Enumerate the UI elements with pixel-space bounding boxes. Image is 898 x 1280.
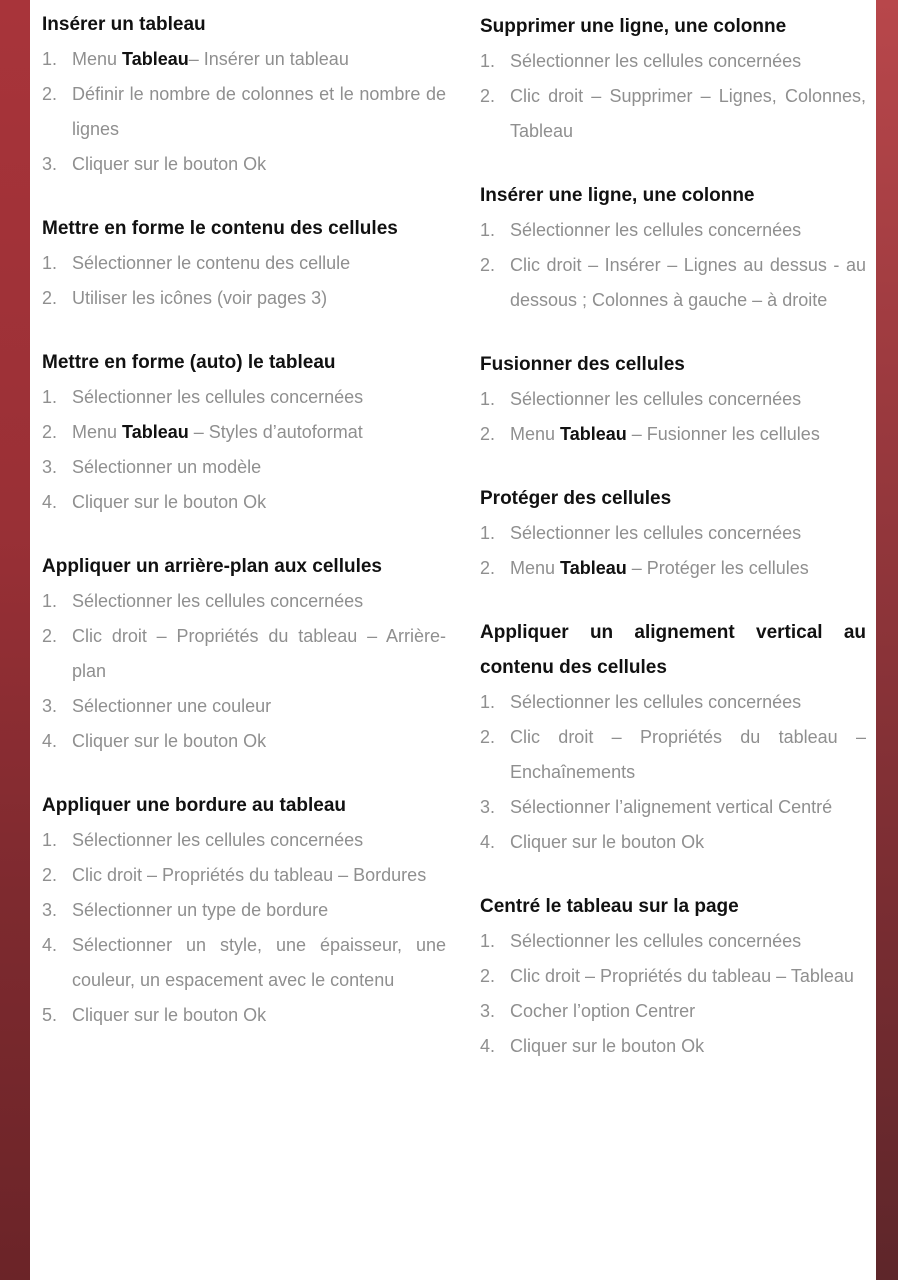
step-number: 1. xyxy=(480,51,496,71)
step-number: 4. xyxy=(42,492,58,512)
step-number: 4. xyxy=(480,832,496,852)
section-heading: Supprimer une ligne, une colonne xyxy=(480,16,787,37)
step-text: Sélectionner les cellules concernées xyxy=(510,931,802,951)
section-gap xyxy=(42,520,446,549)
step-text: Sélectionner l’alignement vertical Centré xyxy=(510,797,833,817)
step-item xyxy=(42,246,446,281)
section-gap xyxy=(480,452,866,481)
section-gap xyxy=(480,149,866,178)
step-item xyxy=(480,1029,866,1064)
steps-list xyxy=(480,685,866,860)
step-text: – Fusionner les cellules xyxy=(626,424,820,444)
right-column xyxy=(480,9,866,1064)
step-text: Sélectionner un style, une épaisseur, une couleur, un espacement avec le contenu xyxy=(72,935,446,990)
step-text: Cliquer sur le bouton Ok xyxy=(72,731,267,751)
section-heading: Mettre en forme (auto) le tableau xyxy=(42,352,336,373)
section-heading: Fusionner des cellules xyxy=(480,354,685,375)
step-number: 3. xyxy=(42,457,58,477)
step-number: 2. xyxy=(42,288,58,308)
step-item xyxy=(480,685,866,720)
step-number: 3. xyxy=(480,797,496,817)
section-gap xyxy=(480,586,866,615)
step-text: Sélectionner le contenu des cellule xyxy=(72,253,351,273)
steps-list xyxy=(42,246,446,316)
step-text: – Protéger les cellules xyxy=(626,558,809,578)
step-item xyxy=(42,281,446,316)
section-heading: Mettre en forme le contenu des cellules xyxy=(42,218,398,239)
step-text: Utiliser les icônes (voir pages 3) xyxy=(72,288,328,308)
step-text: Clic droit – Propriétés du tableau – Arrière-plan xyxy=(72,626,446,681)
left-column xyxy=(42,7,446,1033)
step-text: Cliquer sur le bouton Ok xyxy=(72,154,267,174)
section-gap xyxy=(42,182,446,211)
step-number: 1. xyxy=(480,931,496,951)
section-gap xyxy=(480,860,866,889)
step-item xyxy=(42,42,446,77)
menu-name: Tableau xyxy=(122,422,189,442)
step-number: 1. xyxy=(480,220,496,240)
step-number: 2. xyxy=(480,558,496,578)
step-item xyxy=(42,893,446,928)
step-number: 4. xyxy=(42,731,58,751)
step-text: Menu xyxy=(72,422,123,442)
step-text: Cocher l’option Centrer xyxy=(510,1001,696,1021)
step-item xyxy=(42,858,446,893)
step-text: Sélectionner les cellules concernées xyxy=(72,591,364,611)
step-item xyxy=(480,994,866,1029)
menu-name: Tableau xyxy=(122,49,189,69)
step-text: Clic droit – Propriétés du tableau – Bordures xyxy=(72,865,427,885)
step-text: Clic droit – Supprimer – Lignes, Colonnes, Tableau xyxy=(510,86,866,141)
section-heading: Appliquer une bordure au tableau xyxy=(42,795,347,816)
step-text: Sélectionner les cellules concernées xyxy=(72,830,364,850)
step-number: 3. xyxy=(42,154,58,174)
step-number: 1. xyxy=(42,830,58,850)
step-number: 4. xyxy=(480,1036,496,1056)
step-item xyxy=(480,551,866,586)
step-text: Sélectionner une couleur xyxy=(72,696,272,716)
section-appliquer-un-alignement-vertical-au-cont xyxy=(480,615,866,860)
steps-list xyxy=(480,213,866,318)
step-item xyxy=(42,928,446,998)
section-centre-le-tableau-sur-la-page xyxy=(480,889,866,1064)
step-text: Définir le nombre de colonnes et le nombre de lignes xyxy=(72,84,446,139)
step-item xyxy=(42,415,446,450)
step-item xyxy=(42,998,446,1033)
step-item xyxy=(480,516,866,551)
section-gap xyxy=(480,318,866,347)
step-item xyxy=(42,485,446,520)
step-item xyxy=(480,720,866,790)
step-item xyxy=(42,689,446,724)
step-text: Cliquer sur le bouton Ok xyxy=(510,832,705,852)
step-number: 1. xyxy=(42,591,58,611)
steps-list xyxy=(480,44,866,149)
section-appliquer-une-bordure-au-tableau xyxy=(42,788,446,1033)
section-mettre-en-forme-le-contenu-des-cellules xyxy=(42,211,446,316)
step-number: 3. xyxy=(42,696,58,716)
step-text: – Insérer un tableau xyxy=(188,49,349,69)
steps-list xyxy=(42,42,446,182)
section-heading: Appliquer un arrière-plan aux cellules xyxy=(42,556,382,577)
step-number: 1. xyxy=(480,523,496,543)
step-item xyxy=(480,213,866,248)
step-item xyxy=(42,450,446,485)
step-text: Clic droit – Propriétés du tableau – Tableau xyxy=(510,966,854,986)
step-number: 2. xyxy=(42,84,58,104)
step-text: Sélectionner les cellules concernées xyxy=(510,220,802,240)
section-heading: Insérer un tableau xyxy=(42,14,206,35)
steps-list xyxy=(42,823,446,1033)
menu-name: Tableau xyxy=(560,558,627,578)
step-text: – Styles d’autoformat xyxy=(188,422,363,442)
steps-list xyxy=(42,584,446,759)
step-number: 4. xyxy=(42,935,58,955)
menu-name: Tableau xyxy=(560,424,627,444)
steps-list xyxy=(42,380,446,520)
step-item xyxy=(480,79,866,149)
left-background xyxy=(0,0,30,1280)
step-number: 2. xyxy=(42,422,58,442)
step-item xyxy=(480,417,866,452)
step-item xyxy=(42,584,446,619)
step-number: 5. xyxy=(42,1005,58,1025)
step-number: 2. xyxy=(42,865,58,885)
step-item xyxy=(42,380,446,415)
step-item xyxy=(480,959,866,994)
steps-list xyxy=(480,516,866,586)
step-number: 3. xyxy=(42,900,58,920)
step-number: 1. xyxy=(42,387,58,407)
section-supprimer-une-ligne-une-colonne xyxy=(480,9,866,149)
step-number: 3. xyxy=(480,1001,496,1021)
step-item xyxy=(480,44,866,79)
step-number: 2. xyxy=(480,424,496,444)
step-text: Cliquer sur le bouton Ok xyxy=(72,1005,267,1025)
step-text: Sélectionner les cellules concernées xyxy=(510,51,802,71)
step-item xyxy=(42,77,446,147)
section-inserer-une-ligne-une-colonne xyxy=(480,178,866,318)
step-text: Cliquer sur le bouton Ok xyxy=(510,1036,705,1056)
step-item xyxy=(480,248,866,318)
step-item xyxy=(480,924,866,959)
step-number: 2. xyxy=(42,626,58,646)
step-text: Clic droit – Insérer – Lignes au dessus - au dessous ; Colonnes à gauche – à droite xyxy=(510,255,866,310)
steps-list xyxy=(480,924,866,1064)
step-number: 1. xyxy=(42,253,58,273)
document-page xyxy=(30,0,876,1280)
step-number: 1. xyxy=(480,692,496,712)
section-fusionner-des-cellules xyxy=(480,347,866,452)
step-text: Menu xyxy=(510,424,561,444)
step-text: Menu xyxy=(72,49,123,69)
section-appliquer-un-arriere-plan-aux-cellules xyxy=(42,549,446,759)
step-number: 1. xyxy=(42,49,58,69)
step-item xyxy=(42,724,446,759)
right-background xyxy=(876,0,898,1280)
section-heading: Centré le tableau sur la page xyxy=(480,896,739,917)
step-text: Sélectionner un modèle xyxy=(72,457,262,477)
section-inserer-un-tableau xyxy=(42,7,446,182)
step-number: 1. xyxy=(480,389,496,409)
step-item xyxy=(42,147,446,182)
section-heading: Protéger des cellules xyxy=(480,488,672,509)
step-text: Sélectionner les cellules concernées xyxy=(72,387,364,407)
step-item xyxy=(42,619,446,689)
step-text: Sélectionner les cellules concernées xyxy=(510,523,802,543)
step-number: 2. xyxy=(480,966,496,986)
step-text: Sélectionner les cellules concernées xyxy=(510,389,802,409)
step-text: Sélectionner les cellules concernées xyxy=(510,692,802,712)
section-proteger-des-cellules xyxy=(480,481,866,586)
section-gap xyxy=(42,316,446,345)
section-heading: Insérer une ligne, une colonne xyxy=(480,185,755,206)
step-item xyxy=(480,382,866,417)
step-number: 2. xyxy=(480,86,496,106)
step-text: Menu xyxy=(510,558,561,578)
step-text: Sélectionner un type de bordure xyxy=(72,900,329,920)
step-item xyxy=(42,823,446,858)
section-gap xyxy=(42,759,446,788)
step-text: Clic droit – Propriétés du tableau – Enchaînements xyxy=(510,727,866,782)
step-number: 2. xyxy=(480,727,496,747)
step-item xyxy=(480,790,866,825)
step-number: 2. xyxy=(480,255,496,275)
section-mettre-en-forme-auto-le-tableau xyxy=(42,345,446,520)
section-heading: Appliquer un alignement vertical au contenu des cellules xyxy=(480,622,866,678)
steps-list xyxy=(480,382,866,452)
step-item xyxy=(480,825,866,860)
step-text: Cliquer sur le bouton Ok xyxy=(72,492,267,512)
